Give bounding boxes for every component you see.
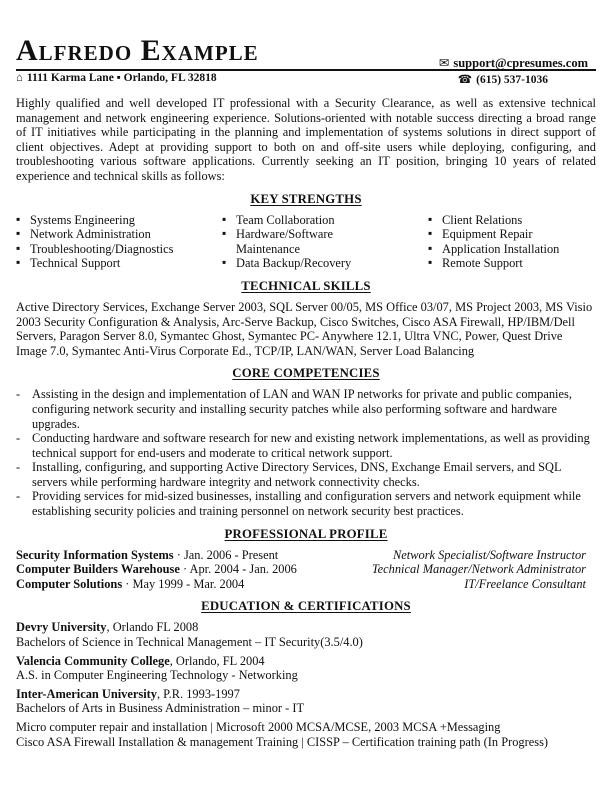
email-text: support@cpresumes.com — [453, 56, 588, 70]
section-heading-key-strengths: KEY STRENGTHS — [250, 191, 362, 206]
company-name: Security Information Systems — [16, 547, 174, 562]
school-meta: , Orlando FL 2008 — [106, 620, 199, 635]
section-heading-core-competencies: CORE COMPETENCIES — [232, 366, 380, 381]
strength-item: ▪ Application Installation — [428, 242, 596, 257]
certifications — [16, 720, 596, 749]
education-list — [16, 620, 596, 749]
section-heading-professional-profile: PROFESSIONAL PROFILE — [224, 526, 388, 541]
degree-line: Bachelors of Arts in Business Administration – minor - IT — [16, 701, 305, 716]
house-icon: ⌂ — [16, 72, 23, 84]
contact-phone — [458, 72, 548, 86]
envelope-icon: ✉ — [438, 56, 450, 70]
certification-line: Cisco ASA Firewall Installation & management Training | CISSP – Certification training path (In Progress) — [16, 734, 549, 749]
summary-paragraph: Highly qualified and well developed IT professional with a Security Clearance, as well as extensive technical management and network engineering experience. Solutions-oriented with notable success directing a broad range of IT initiatives while participating in the planning and implementation of systems solutions in direct support of client objectives. Adept at providing support to both on and off-site users while deploying, configuring, and troubleshooting various software applications. Currently seeking an IT position, bringing 10 years of related experience and technical skills as follows: — [16, 96, 596, 183]
phone-text: (615) 537-1036 — [476, 74, 548, 86]
resume-header — [16, 0, 596, 88]
strength-item: ▪ Systems Engineering — [16, 213, 222, 228]
contact-address — [16, 72, 217, 84]
key-strengths-grid — [16, 213, 596, 271]
competency-item: - Assisting in the design and implementation of LAN and WAN IP networks for private and public companies, configuring network security and installing security patches while also performing software and hardware upgrades. — [16, 387, 596, 431]
professional-profile-list — [16, 548, 596, 592]
education-entry — [16, 687, 596, 716]
strength-item: ▪ Hardware/Software Maintenance — [222, 227, 366, 256]
job-title: Network Specialist/Software Instructor — [393, 547, 586, 562]
school-name: Valencia Community College — [16, 653, 170, 668]
degree-line: A.S. in Computer Engineering Technology - Networking — [16, 668, 298, 683]
school-name: Devry University — [16, 620, 107, 635]
strength-item: ▪ Client Relations — [428, 213, 596, 228]
address-text: 1111 Karma Lane ▪ Orlando, FL 32818 — [26, 72, 217, 84]
strengths-column-1 — [16, 213, 222, 271]
technical-skills-text: Active Directory Services, Exchange Server 2003, SQL Server 00/05, MS Office 03/07, MS Project 2003, MS Visio 2003 Security Configuration & Analysis, Arc-Serve Backup, Cisco Switches, Cisco ASA Firewall, HP/IBM/Dell Servers, Paragon Server 8.0, Symantec Ghost, Symantec PC- Anywhere 12.1, Ultra VNC, Power, Quest Drive Image 7.0, Symantec Anti-Virus Corporate Ed., TCP/IP, LAN/WAN, Server Load Balancing — [16, 299, 593, 358]
employment-dates: · Apr. 2004 - Jan. 2006 — [179, 562, 297, 577]
company-name: Computer Solutions — [16, 576, 123, 591]
profile-left — [16, 548, 278, 563]
employment-dates: · May 1999 - Mar. 2004 — [122, 576, 245, 591]
profile-row — [16, 577, 596, 592]
competency-item: - Providing services for mid-sized businesses, installing and configuration servers and network equipment while establishing security policies and training personnel on network security best practices. — [16, 489, 596, 518]
job-title: IT/Freelance Consultant — [464, 576, 586, 591]
strength-item: ▪ Team Collaboration — [222, 213, 428, 228]
school-name: Inter-American University — [16, 686, 157, 701]
strength-item: ▪ Technical Support — [16, 256, 222, 271]
employment-dates: · Jan. 2006 - Present — [173, 547, 279, 562]
candidate-name: Alfredo Example — [16, 34, 259, 67]
profile-row — [16, 562, 596, 577]
school-meta: , P.R. 1993-1997 — [156, 686, 240, 701]
competency-item: - Installing, configuring, and supporting Active Directory Services, DNS, Exchange Email servers, and SQL servers while performing hardware integrity and network connectivity checks. — [16, 460, 596, 489]
section-heading-education: EDUCATION & CERTIFICATIONS — [201, 599, 411, 614]
core-competencies-list — [16, 387, 596, 518]
profile-left — [16, 577, 244, 592]
telephone-icon: ☎ — [457, 74, 473, 86]
profile-row — [16, 548, 596, 563]
strength-item: ▪ Equipment Repair — [428, 227, 596, 242]
school-line — [16, 687, 596, 702]
job-title: Technical Manager/Network Administrator — [371, 562, 586, 577]
strength-item: ▪ Troubleshooting/Diagnostics — [16, 242, 222, 257]
profile-left — [16, 562, 297, 577]
education-entry — [16, 620, 596, 649]
company-name: Computer Builders Warehouse — [16, 562, 180, 577]
strength-item: ▪ Remote Support — [428, 256, 596, 271]
school-meta: , Orlando, FL 2004 — [169, 653, 265, 668]
school-line — [16, 654, 596, 669]
degree-line: Bachelors of Science in Technical Management – IT Security(3.5/4.0) — [16, 635, 363, 650]
strengths-column-3 — [428, 213, 596, 271]
education-entry — [16, 654, 596, 683]
competency-item: - Conducting hardware and software research for new and existing network implementations, as well as providing technical support for end-users and moderate to critical network support. — [16, 431, 596, 460]
section-heading-technical-skills: TECHNICAL SKILLS — [241, 278, 371, 293]
school-line — [16, 620, 596, 635]
strength-item: ▪ Data Backup/Recovery — [222, 256, 428, 271]
strength-item: ▪ Network Administration — [16, 227, 222, 242]
resume-page — [16, 0, 596, 749]
header-rule — [16, 69, 596, 71]
strengths-column-2 — [222, 213, 428, 271]
certification-line: Micro computer repair and installation | Microsoft 2000 MCSA/MCSE, 2003 MCSA +Messaging — [16, 720, 501, 734]
